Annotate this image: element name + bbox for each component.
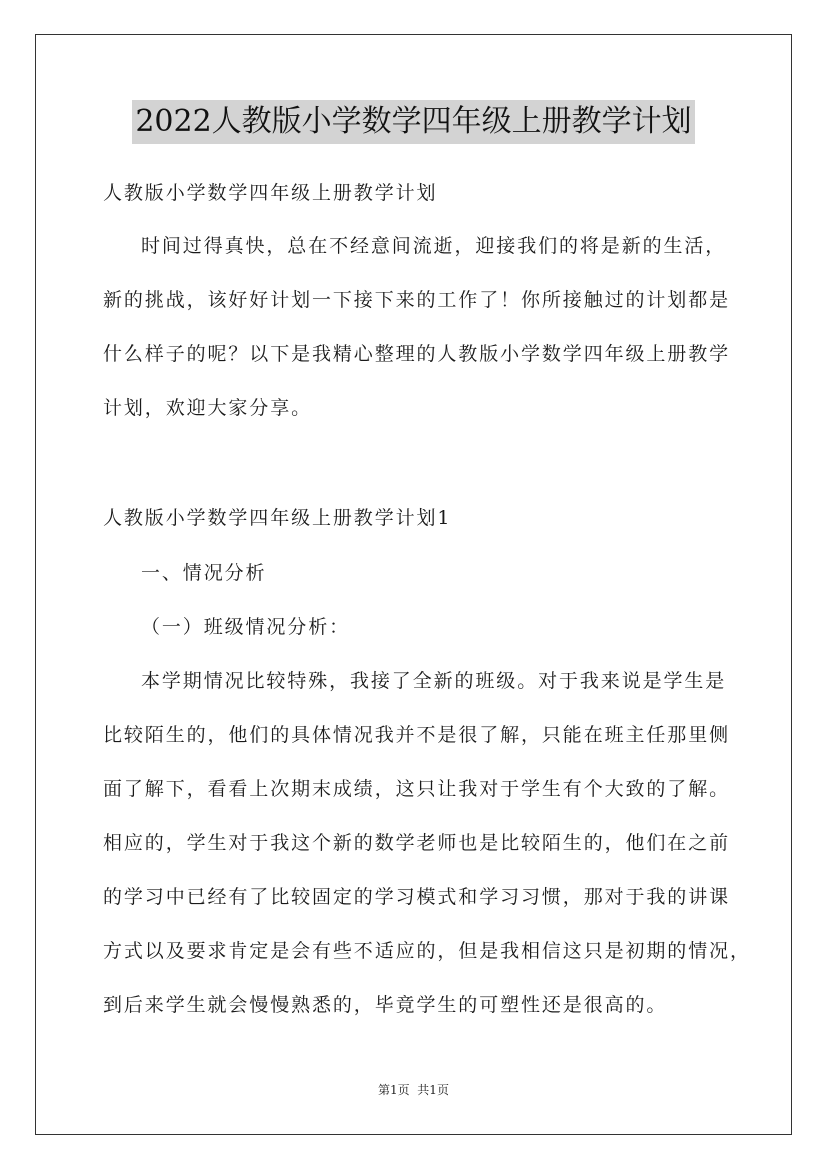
section-heading: 人教版小学数学四年级上册教学计划1 [103, 507, 452, 529]
paragraph-line: 相应的，学生对于我这个新的数学老师也是比较陌生的，他们在之前 [103, 832, 731, 854]
paragraph-line: 本学期情况比较特殊，我接了全新的班级。对于我来说是学生是 [141, 670, 727, 692]
paragraph-line: 方式以及要求肯定是会有些不适应的，但是我相信这只是初期的情况， [103, 940, 751, 962]
section-heading: 人教版小学数学四年级上册教学计划 [103, 182, 438, 204]
document-title: 2022人教版小学数学四年级上册教学计划 [132, 100, 694, 144]
paragraph-line: 什么样子的呢？以下是我精心整理的人教版小学数学四年级上册教学 [103, 343, 731, 365]
subsection-heading: 一、情况分析 [141, 562, 267, 584]
paragraph-line: 到后来学生就会慢慢熟悉的，毕竟学生的可塑性还是很高的。 [103, 994, 668, 1016]
paragraph-line: 比较陌生的，他们的具体情况我并不是很了解，只能在班主任那里侧 [103, 724, 731, 746]
paragraph-line: 计划，欢迎大家分享。 [103, 397, 313, 419]
page-number-footer: 第1页 共1页 [378, 1083, 449, 1097]
paragraph-line: 的学习中已经有了比较固定的学习模式和学习习惯，那对于我的讲课 [103, 886, 731, 908]
subsection-heading: （一）班级情况分析： [141, 616, 351, 638]
title-container [0, 100, 827, 144]
paragraph-line: 时间过得真快，总在不经意间流逝，迎接我们的将是新的生活， [141, 235, 727, 257]
paragraph-line: 面了解下，看看上次期末成绩，这只让我对于学生有个大致的了解。 [103, 778, 731, 800]
paragraph-line: 新的挑战，该好好计划一下接下来的工作了！你所接触过的计划都是 [103, 289, 731, 311]
